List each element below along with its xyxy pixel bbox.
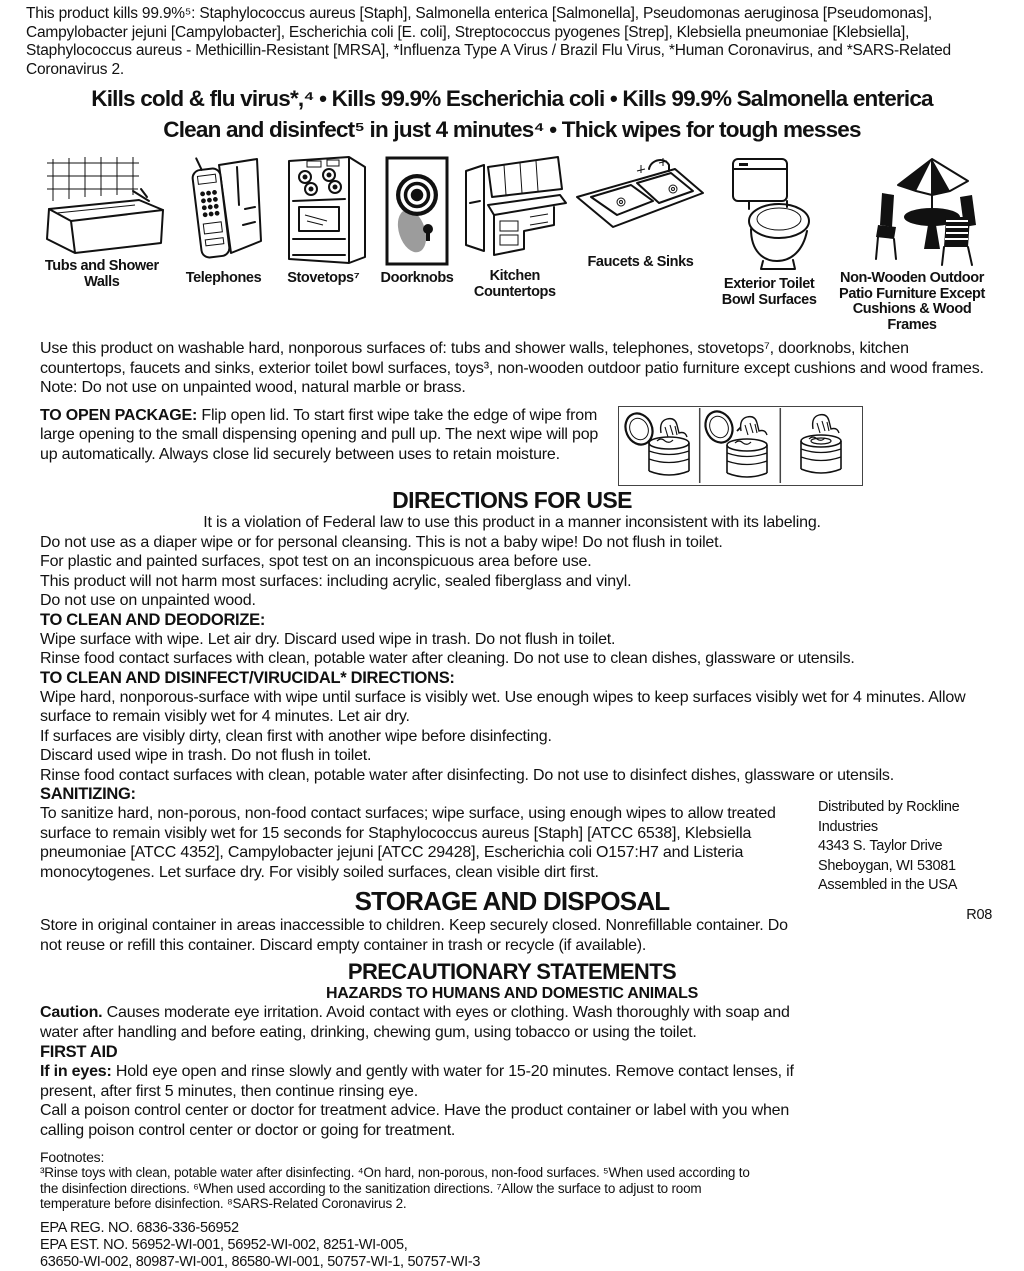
surface-label: Telephones (185, 270, 262, 286)
surface-stovetops (271, 155, 375, 287)
if-in-eyes-text: Hold eye open and rinse slowly and gently with water for 15-20 minutes. Remove contact lenses, if present, after first 5 minutes, then continue rinsing eye. (40, 1063, 794, 1100)
doorknob-icon (384, 155, 450, 267)
disinfect-line: Rinse food contact surfaces with clean, potable water after disinfecting. Do not use to disinfect dishes, glassware or utensils. (40, 766, 894, 784)
surface-faucets-sinks (571, 155, 711, 271)
surface-label: Non-Wooden Outdoor Patio Furniture Except Cushions & Wood Frames (839, 270, 985, 333)
distributor-line: Assembled in the USA (818, 877, 958, 893)
distributor-line: 4343 S. Taylor Drive (818, 838, 943, 854)
storage-heading: STORAGE AND DISPOSAL (354, 886, 670, 916)
poison-control-paragraph: Call a poison control center or doctor for treatment advice. Have the product container or label with you when calling poison control center or doctor or going for treatment. (40, 1102, 790, 1139)
federal-law-line: It is a violation of Federal law to use this product in a manner inconsistent with its labeling. (203, 513, 821, 531)
directions-line: Do not use as a diaper wipe or for personal cleansing. This is not a baby wipe! Do not flush in toilet. (40, 533, 723, 551)
directions-line: This product will not harm most surfaces: including acrylic, sealed fiberglass and vinyl. (40, 572, 632, 590)
disinfect-heading: TO CLEAN AND DISINFECT/VIRUCIDAL* DIRECTIONS: (40, 668, 455, 687)
surface-toilet (710, 155, 828, 308)
open-package-section (40, 406, 998, 486)
caution-text: Causes moderate eye irritation. Avoid contact with eyes or clothing. Wash thoroughly with soap and water after handling and before eating, drinking, chewing gum, using tobacco or using the toilet. (40, 1004, 790, 1041)
stove-icon (277, 155, 369, 267)
open-package-text: Flip open lid. To start first wipe take the edge of wipe from large opening to the small dispensing opening and pull up. The next wipe will pop up automatically. Always close lid securely between uses to retain moisture. (40, 406, 599, 463)
sanitizing-heading: SANITIZING: (40, 785, 136, 803)
footnotes-label: Footnotes: (40, 1149, 105, 1165)
headline-claims (26, 83, 998, 145)
disinfect-line: If surfaces are visibly dirty, clean first with another wipe before disinfecting. (40, 727, 552, 745)
surface-label: Stovetops⁷ (287, 270, 360, 286)
if-in-eyes-label: If in eyes: (40, 1063, 112, 1080)
open-package-illustration (618, 406, 863, 486)
patio-furniture-icon (842, 155, 982, 267)
precautionary-heading: PRECAUTIONARY STATEMENTS (347, 959, 677, 984)
hazards-subheading: HAZARDS TO HUMANS AND DOMESTIC ANIMALS (326, 985, 698, 1002)
epa-registration-block (40, 1220, 998, 1271)
footnotes-text: ³Rinse toys with clean, potable water after disinfecting. ⁴On hard, non-porous, non-food surfaces. ⁵When used according to the disinfection directions. ⁶When used according to the sanitization directions. ⁷Allow the surface to adjust to room temperature before disinfection. ⁸SARS-Related Coronavirus 2. (40, 1165, 750, 1211)
open-package-label: TO OPEN PACKAGE: (40, 406, 198, 424)
headline-line-1: Kills cold & flu virus*,⁴ • Kills 99.9% Escherichia coli • Kills 99.9% Salmonella enterica (91, 86, 933, 111)
surface-label: Kitchen Countertops (473, 268, 556, 300)
directions-heading: DIRECTIONS FOR USE (392, 486, 632, 513)
toilet-icon (719, 155, 819, 273)
kitchen-countertop-icon (462, 155, 568, 265)
usage-instructions (40, 339, 990, 398)
clean-deodorize-line: Rinse food contact surfaces with clean, potable water after cleaning. Do not use to clean dishes, glassware or utensils. (40, 650, 855, 667)
directions-line: For plastic and painted surfaces, spot test on an inconspicuous area before use. (40, 553, 592, 570)
surface-label: Doorknobs (380, 270, 454, 286)
approved-surfaces-row (28, 155, 996, 333)
headline-line-2: Clean and disinfect⁵ in just 4 minutes⁴ • Thick wipes for tough messes (163, 117, 861, 142)
bathtub-icon (37, 155, 167, 255)
surface-label: Exterior Toilet Bowl Surfaces (721, 276, 817, 308)
disinfect-line: Wipe hard, nonporous-surface with wipe until surface is visibly wet. Use enough wipes to keep surfaces visibly wet for 4 minutes. Allow surface to remain visibly wet for 4 minutes. Let air dry. (40, 688, 966, 725)
surface-label: Tubs and Shower Walls (44, 258, 159, 290)
surface-kitchen-countertops (459, 155, 571, 300)
clean-deodorize-line: Wipe surface with wipe. Let air dry. Discard used wipe in trash. Do not flush in toilet. (40, 630, 616, 648)
telephone-icon (185, 155, 263, 267)
epa-est-line: EPA EST. NO. 56952-WI-001, 56952-WI-002, 8251-WI-005, (40, 1236, 408, 1253)
kills-organisms-paragraph: This product kills 99.9%⁵: Staphylococcus aureus [Staph], Salmonella enterica [Salmonella], Pseudomonas aeruginosa [Pseudomonas], Campylobacter jejuni [Campylobacter], Escherichia coli [E. coli], Streptococcus pyogenes [Strep], Klebsiella pneumoniae [Klebsiella], Staphylococcus aureus - Methicillin-Resistant [MRSA], *Influenza Type A Virus / Brazil Flu Virus, *Human Coronavirus, and *SARS-Related Coronavirus 2. (26, 5, 951, 78)
surface-label: Faucets & Sinks (587, 254, 694, 270)
surface-patio-furniture (828, 155, 996, 333)
wipes-canister-steps-icon (619, 471, 861, 488)
clean-deodorize-heading: TO CLEAN AND DEODORIZE: (40, 610, 266, 629)
disinfect-line: Discard used wipe in trash. Do not flush in toilet. (40, 747, 372, 764)
open-package-paragraph (40, 406, 600, 465)
footnotes-section (40, 1150, 998, 1212)
distributor-line: Sheboygan, WI 53081 (818, 857, 956, 874)
sanitizing-paragraph: To sanitize hard, non-porous, non-food contact surfaces; wipe surface, using enough wipes to allow treated surface to remain visibly wet for 15 seconds for Staphylococcus aureus [Staph] [ATCC 6538], Klebsiella pneumoniae [ATCC 4352], Campylobacter jejuni [ATCC 29428], Escherichia coli O157:H7 and Listeria monocytogenes. Let surface dry. For visibly soiled surfaces, clean visible dirt first. (40, 805, 776, 881)
usage-note: Note: Do not use on unpainted wood, natural marble or brass. (40, 379, 466, 396)
if-in-eyes-paragraph (40, 1062, 800, 1101)
distributor-line: Distributed by Rockline Industries (818, 799, 960, 835)
storage-paragraph: Store in original container in areas inaccessible to children. Keep securely closed. Nonrefillable container. Do not reuse or refill this container. Discard empty container in trash or recycle (if available). (40, 917, 788, 954)
directions-line: Do not use on unpainted wood. (40, 592, 256, 609)
epa-reg-line: EPA REG. NO. 6836-336-56952 (40, 1219, 239, 1236)
surface-doorknobs (375, 155, 459, 287)
epa-est-line-2: 63650-WI-002, 80987-WI-001, 86580-WI-001, 50757-WI-1, 50757-WI-3 (40, 1253, 481, 1270)
revision-code: R08 (966, 906, 992, 923)
surface-telephones (176, 155, 272, 287)
sink-icon (571, 155, 709, 251)
first-aid-heading: FIRST AID (40, 1043, 118, 1061)
surface-tubs (28, 155, 176, 290)
caution-label: Caution. (40, 1004, 103, 1021)
distributor-block (818, 798, 1014, 925)
caution-paragraph (40, 1003, 800, 1042)
usage-text: Use this product on washable hard, nonporous surfaces of: tubs and shower walls, telephones, stovetops⁷, doorknobs, kitchen countertops, faucets and sinks, exterior toilet bowl surfaces, toys³, non-wooden outdoor patio furniture except cushions and wood frames. (40, 340, 984, 377)
